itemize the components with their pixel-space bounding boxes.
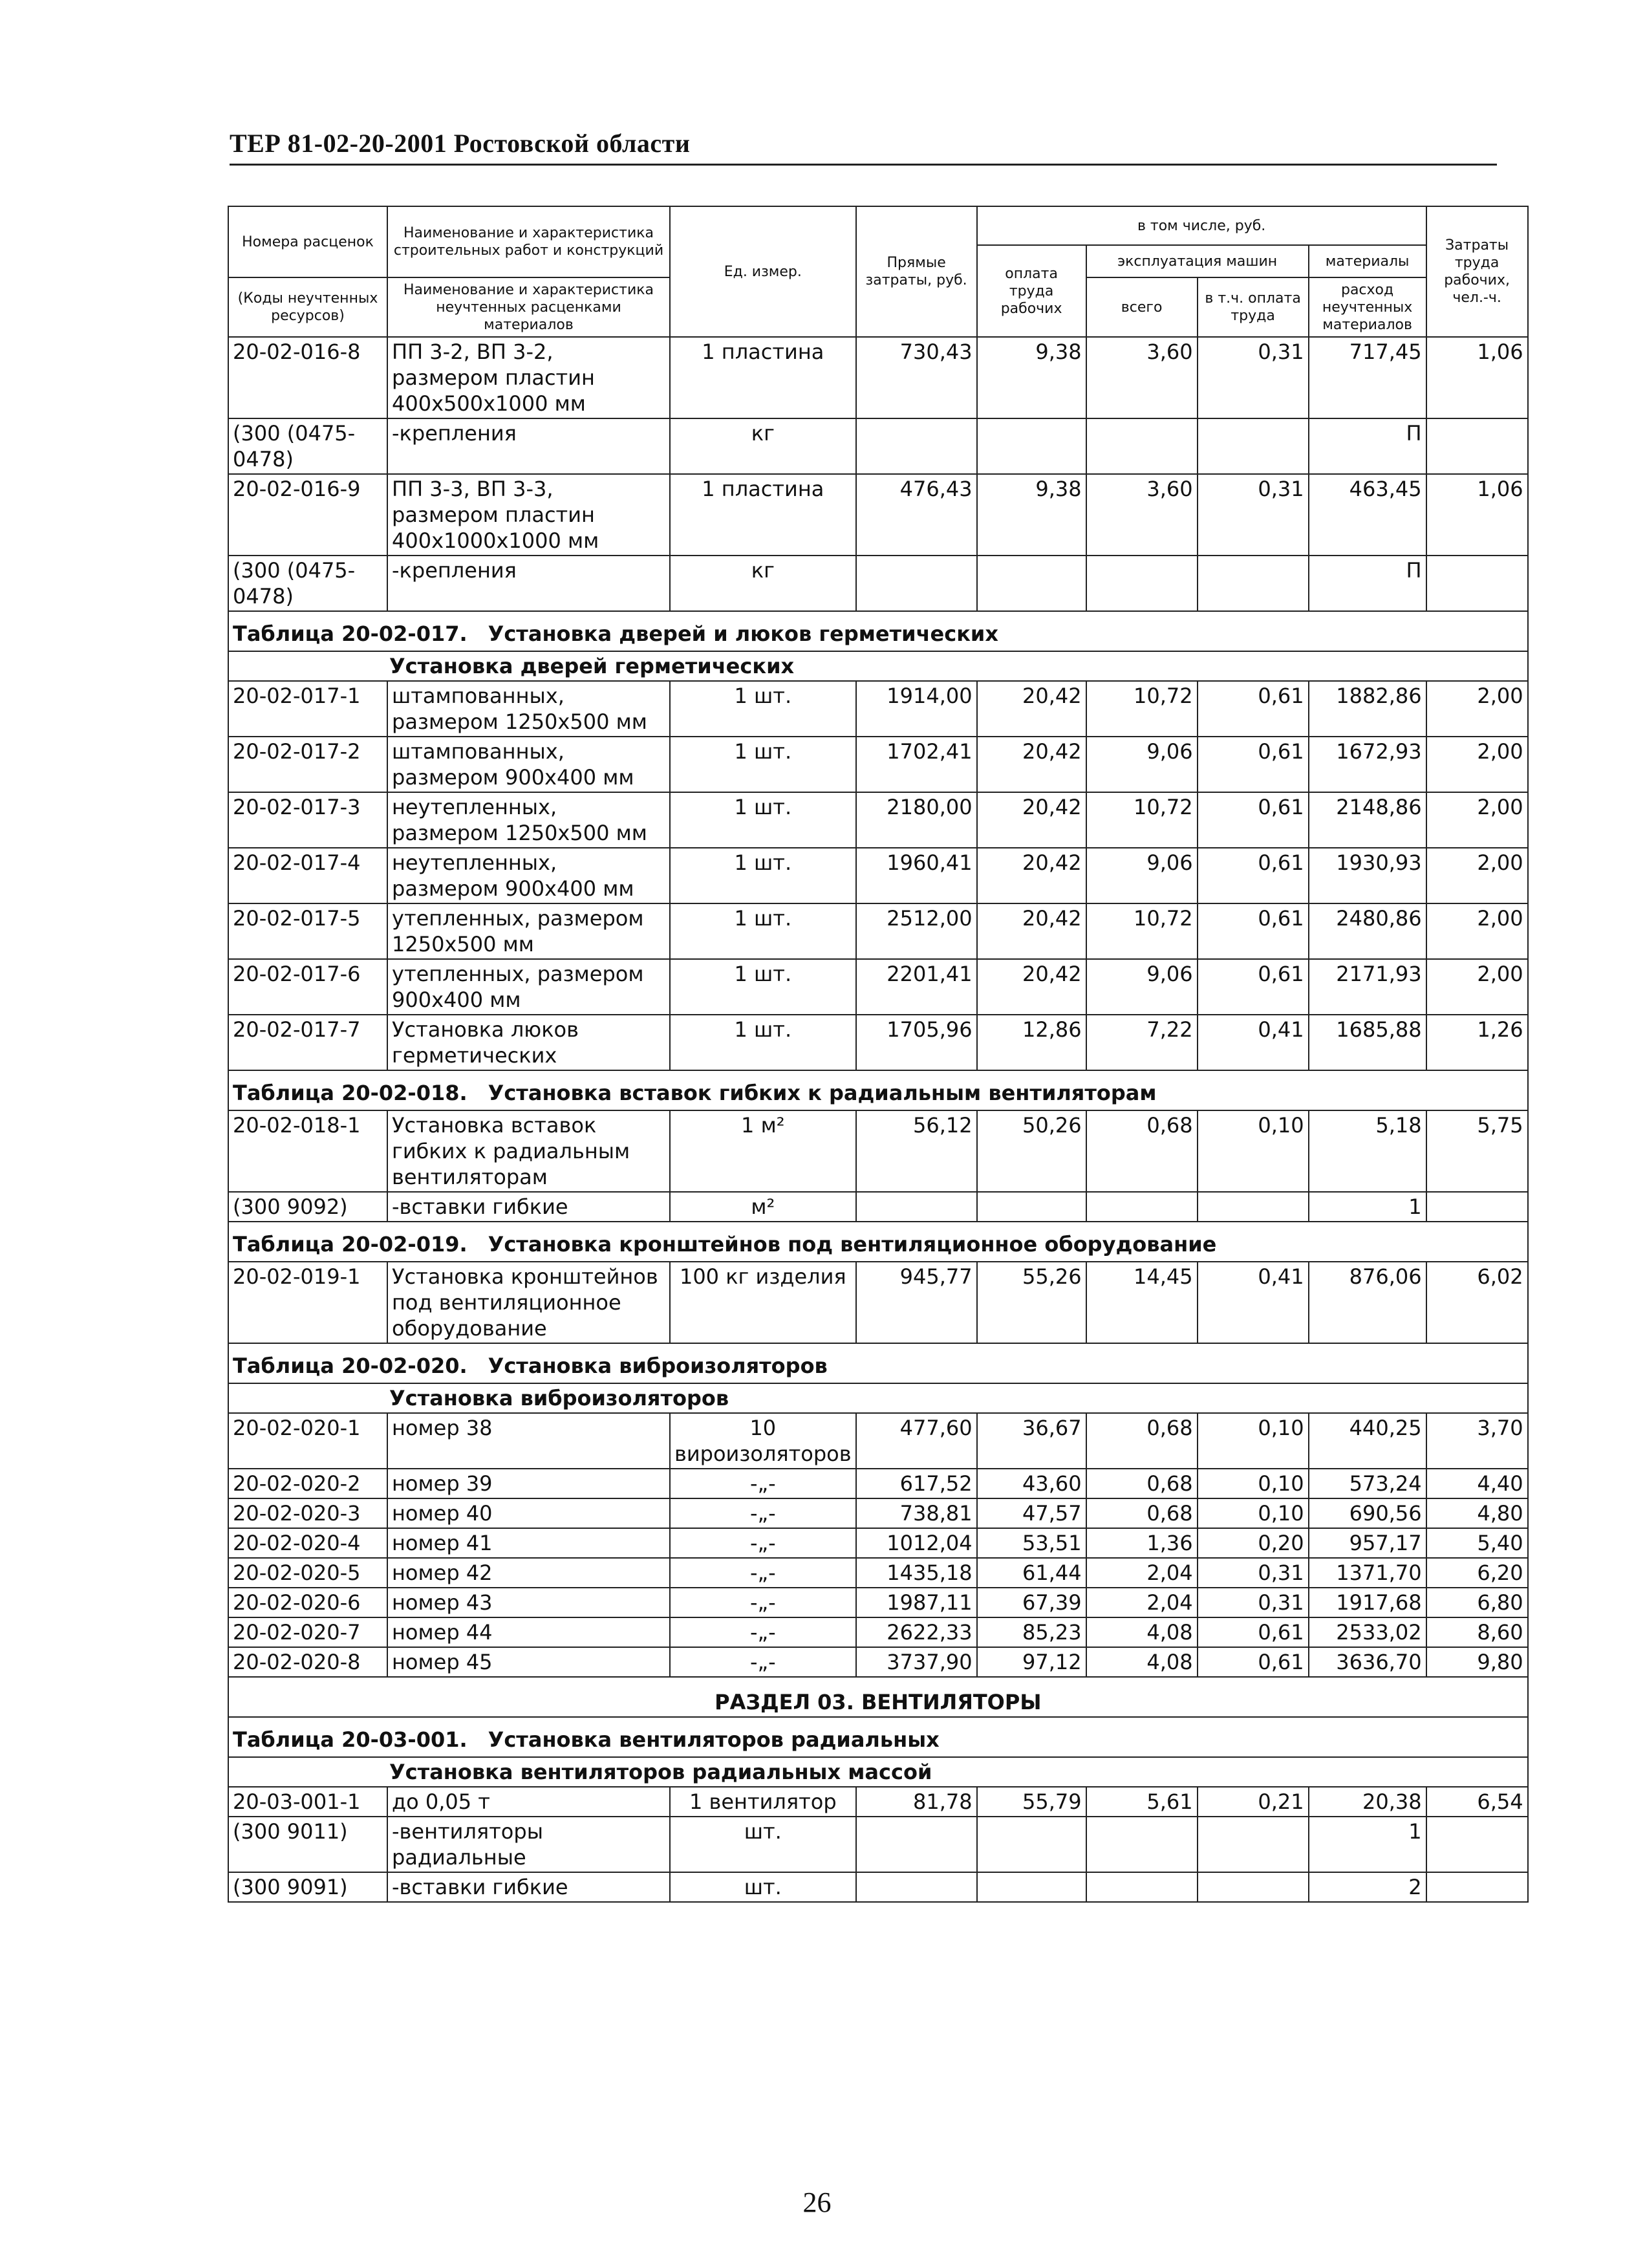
unit-cell: -„- [670, 1528, 856, 1558]
machine-wage-cell [1198, 418, 1309, 474]
subtitle-row [228, 1383, 1528, 1413]
labor-cell: 2,00 [1426, 681, 1528, 737]
machine-total-cell: 0,68 [1086, 1110, 1198, 1192]
work-name-cell: номер 43 [387, 1588, 670, 1617]
wage-cell: 9,38 [977, 337, 1086, 418]
col-header-materials: материалы [1309, 245, 1426, 277]
labor-cell: 2,00 [1426, 848, 1528, 903]
rate-code-cell: 20-02-020-7 [228, 1617, 387, 1647]
machine-wage-cell: 0,10 [1198, 1413, 1309, 1469]
machine-total-cell: 14,45 [1086, 1262, 1198, 1343]
materials-cell: 2533,02 [1309, 1617, 1426, 1647]
table-subtitle: Установка вентиляторов радиальных массой [228, 1757, 1528, 1787]
direct-cost-cell: 1702,41 [856, 737, 977, 792]
work-name-cell: номер 45 [387, 1647, 670, 1677]
materials-cell: 690,56 [1309, 1498, 1426, 1528]
table-header [228, 206, 1528, 337]
direct-cost-cell [856, 1817, 977, 1872]
rate-code-cell: 20-02-017-3 [228, 792, 387, 848]
table-row [228, 903, 1528, 959]
wage-cell: 20,42 [977, 903, 1086, 959]
labor-cell [1426, 1872, 1528, 1902]
direct-cost-cell [856, 1872, 977, 1902]
rate-code-cell: 20-03-001-1 [228, 1787, 387, 1817]
machine-wage-cell: 0,61 [1198, 1617, 1309, 1647]
table-row [228, 337, 1528, 418]
wage-cell: 43,60 [977, 1469, 1086, 1498]
machine-total-cell [1086, 418, 1198, 474]
materials-cell: 1882,86 [1309, 681, 1426, 737]
rate-code-cell: (300 9011) [228, 1817, 387, 1872]
unit-cell: 1 пластина [670, 474, 856, 556]
materials-cell: 717,45 [1309, 337, 1426, 418]
machine-wage-cell: 0,61 [1198, 848, 1309, 903]
table-caption: Установка вставок гибких к радиальным вентиляторам [488, 1081, 1157, 1105]
machine-total-cell: 0,68 [1086, 1498, 1198, 1528]
col-header-wage: оплата труда рабочих [977, 245, 1086, 337]
wage-cell: 55,26 [977, 1262, 1086, 1343]
machine-total-cell: 1,36 [1086, 1528, 1198, 1558]
rate-code-cell: 20-02-020-8 [228, 1647, 387, 1677]
rate-code-cell: 20-02-017-2 [228, 737, 387, 792]
machine-wage-cell: 0,31 [1198, 1588, 1309, 1617]
wage-cell: 20,42 [977, 681, 1086, 737]
materials-cell: 1917,68 [1309, 1588, 1426, 1617]
machine-total-cell: 9,06 [1086, 737, 1198, 792]
resource-row [228, 1872, 1528, 1902]
col-header-unit: Ед. измер. [670, 206, 856, 337]
table-row [228, 1413, 1528, 1469]
wage-cell [977, 418, 1086, 474]
unit-cell: шт. [670, 1817, 856, 1872]
direct-cost-cell: 2201,41 [856, 959, 977, 1015]
machine-wage-cell: 0,61 [1198, 1647, 1309, 1677]
table-row [228, 1262, 1528, 1343]
direct-cost-cell: 1914,00 [856, 681, 977, 737]
unit-cell: -„- [670, 1647, 856, 1677]
rate-code-cell: 20-02-017-6 [228, 959, 387, 1015]
work-name-cell: ПП 3-3, ВП 3-3, размером пластин 400x1000x1000 мм [387, 474, 670, 556]
machine-wage-cell [1198, 1872, 1309, 1902]
materials-cell: 1930,93 [1309, 848, 1426, 903]
materials-cell: 957,17 [1309, 1528, 1426, 1558]
rate-code-cell: 20-02-020-6 [228, 1588, 387, 1617]
table-caption: Установка вентиляторов радиальных [488, 1727, 940, 1752]
table-caption: Установка виброизоляторов [488, 1354, 828, 1378]
wage-cell: 85,23 [977, 1617, 1086, 1647]
machine-wage-cell: 0,31 [1198, 474, 1309, 556]
direct-cost-cell: 617,52 [856, 1469, 977, 1498]
table-title-row [228, 1222, 1528, 1262]
wage-cell: 20,42 [977, 959, 1086, 1015]
machine-wage-cell: 0,31 [1198, 1558, 1309, 1588]
resource-row [228, 1192, 1528, 1222]
labor-cell: 1,06 [1426, 337, 1528, 418]
wage-cell [977, 1192, 1086, 1222]
labor-cell: 8,60 [1426, 1617, 1528, 1647]
wage-cell: 67,39 [977, 1588, 1086, 1617]
col-header-direct: Прямые затраты, руб. [856, 206, 977, 337]
work-name-cell: Установка вставок гибких к радиальным вентиляторам [387, 1110, 670, 1192]
work-name-cell: штампованных, размером 1250x500 мм [387, 681, 670, 737]
work-name-cell: -вставки гибкие [387, 1872, 670, 1902]
materials-cell: 2148,86 [1309, 792, 1426, 848]
direct-cost-cell: 81,78 [856, 1787, 977, 1817]
materials-cell: 463,45 [1309, 474, 1426, 556]
labor-cell [1426, 1192, 1528, 1222]
subtitle-row [228, 651, 1528, 681]
wage-cell: 53,51 [977, 1528, 1086, 1558]
table-title [228, 1717, 1528, 1757]
machine-total-cell: 10,72 [1086, 792, 1198, 848]
direct-cost-cell [856, 1192, 977, 1222]
materials-cell: 3636,70 [1309, 1647, 1426, 1677]
labor-cell [1426, 418, 1528, 474]
labor-cell: 6,80 [1426, 1588, 1528, 1617]
machine-total-cell: 10,72 [1086, 681, 1198, 737]
work-name-cell: номер 40 [387, 1498, 670, 1528]
subtitle-row [228, 1757, 1528, 1787]
direct-cost-cell [856, 418, 977, 474]
materials-cell: 2171,93 [1309, 959, 1426, 1015]
machine-wage-cell: 0,61 [1198, 681, 1309, 737]
wage-cell [977, 1872, 1086, 1902]
work-name-cell: -вентиляторы радиальные [387, 1817, 670, 1872]
rate-code-cell: (300 (0475-0478) [228, 556, 387, 611]
rate-code-cell: 20-02-020-1 [228, 1413, 387, 1469]
direct-cost-cell: 945,77 [856, 1262, 977, 1343]
table-title [228, 1222, 1528, 1262]
wage-cell: 47,57 [977, 1498, 1086, 1528]
rate-code-cell: 20-02-017-7 [228, 1015, 387, 1070]
labor-cell: 2,00 [1426, 959, 1528, 1015]
materials-cell: 2480,86 [1309, 903, 1426, 959]
unit-cell: -„- [670, 1588, 856, 1617]
unit-cell: 1 пластина [670, 337, 856, 418]
unit-cell: м² [670, 1192, 856, 1222]
direct-cost-cell: 1705,96 [856, 1015, 977, 1070]
labor-cell [1426, 1817, 1528, 1872]
wage-cell: 12,86 [977, 1015, 1086, 1070]
machine-total-cell: 2,04 [1086, 1588, 1198, 1617]
rate-code-cell: 20-02-020-4 [228, 1528, 387, 1558]
wage-cell: 36,67 [977, 1413, 1086, 1469]
machine-wage-cell [1198, 1817, 1309, 1872]
machine-wage-cell: 0,31 [1198, 337, 1309, 418]
page-number: 26 [802, 2187, 832, 2218]
col-header-code-top: Номера расценок [228, 206, 387, 277]
direct-cost-cell: 56,12 [856, 1110, 977, 1192]
table-row [228, 1498, 1528, 1528]
machine-total-cell: 7,22 [1086, 1015, 1198, 1070]
wage-cell: 50,26 [977, 1110, 1086, 1192]
wage-cell: 97,12 [977, 1647, 1086, 1677]
materials-cell: П [1309, 556, 1426, 611]
direct-cost-cell: 1960,41 [856, 848, 977, 903]
col-header-machine: эксплуатация машин [1086, 245, 1309, 277]
machine-wage-cell: 0,20 [1198, 1528, 1309, 1558]
machine-total-cell: 4,08 [1086, 1647, 1198, 1677]
machine-total-cell: 9,06 [1086, 848, 1198, 903]
table-subtitle: Установка виброизоляторов [228, 1383, 1528, 1413]
materials-cell: 1371,70 [1309, 1558, 1426, 1588]
unit-cell: 10 вироизоляторов [670, 1413, 856, 1469]
rate-code-cell: 20-02-017-5 [228, 903, 387, 959]
machine-total-cell: 10,72 [1086, 903, 1198, 959]
work-name-cell: неутепленных, размером 900x400 мм [387, 848, 670, 903]
resource-row [228, 556, 1528, 611]
rate-code-cell: (300 9092) [228, 1192, 387, 1222]
table-title [228, 611, 1528, 651]
machine-wage-cell: 0,61 [1198, 737, 1309, 792]
direct-cost-cell: 477,60 [856, 1413, 977, 1469]
labor-cell: 5,40 [1426, 1528, 1528, 1558]
machine-wage-cell: 0,10 [1198, 1110, 1309, 1192]
rate-code-cell: 20-02-020-5 [228, 1558, 387, 1588]
unit-cell: -„- [670, 1617, 856, 1647]
unit-cell: кг [670, 556, 856, 611]
table-row [228, 1015, 1528, 1070]
table-body [228, 337, 1528, 1902]
unit-cell: 1 вентилятор [670, 1787, 856, 1817]
labor-cell: 6,20 [1426, 1558, 1528, 1588]
machine-total-cell: 4,08 [1086, 1617, 1198, 1647]
labor-cell: 4,40 [1426, 1469, 1528, 1498]
rate-code-cell: 20-02-018-1 [228, 1110, 387, 1192]
materials-cell: 1672,93 [1309, 737, 1426, 792]
labor-cell: 6,54 [1426, 1787, 1528, 1817]
wage-cell: 20,42 [977, 737, 1086, 792]
materials-cell: 1 [1309, 1192, 1426, 1222]
col-header-code-bottom: (Коды неучтенных ресурсов) [228, 277, 387, 337]
direct-cost-cell [856, 556, 977, 611]
work-name-cell: неутепленных, размером 1250x500 мм [387, 792, 670, 848]
labor-cell: 2,00 [1426, 903, 1528, 959]
machine-wage-cell: 0,61 [1198, 959, 1309, 1015]
table-label: Таблица 20-02-017. [233, 621, 468, 646]
unit-cell: 1 шт. [670, 848, 856, 903]
materials-cell: П [1309, 418, 1426, 474]
header-rule [230, 164, 1497, 166]
table-title-row [228, 611, 1528, 651]
machine-total-cell: 3,60 [1086, 337, 1198, 418]
materials-cell: 1685,88 [1309, 1015, 1426, 1070]
machine-wage-cell: 0,21 [1198, 1787, 1309, 1817]
machine-wage-cell: 0,61 [1198, 903, 1309, 959]
table-title [228, 1070, 1528, 1110]
machine-wage-cell: 0,61 [1198, 792, 1309, 848]
direct-cost-cell: 1987,11 [856, 1588, 977, 1617]
wage-cell: 20,42 [977, 792, 1086, 848]
machine-wage-cell: 0,41 [1198, 1015, 1309, 1070]
direct-cost-cell: 730,43 [856, 337, 977, 418]
materials-cell: 440,25 [1309, 1413, 1426, 1469]
table-row [228, 681, 1528, 737]
work-name-cell: номер 41 [387, 1528, 670, 1558]
machine-wage-cell [1198, 1192, 1309, 1222]
labor-cell: 4,80 [1426, 1498, 1528, 1528]
direct-cost-cell: 1435,18 [856, 1558, 977, 1588]
col-header-materials-sub: расход неучтенных материалов [1309, 277, 1426, 337]
work-name-cell: -крепления [387, 556, 670, 611]
work-name-cell: штампованных, размером 900x400 мм [387, 737, 670, 792]
machine-total-cell: 2,04 [1086, 1558, 1198, 1588]
machine-total-cell [1086, 556, 1198, 611]
table-subtitle: Установка дверей герметических [228, 651, 1528, 681]
machine-wage-cell [1198, 556, 1309, 611]
materials-cell: 876,06 [1309, 1262, 1426, 1343]
rate-code-cell: 20-02-016-8 [228, 337, 387, 418]
machine-total-cell: 5,61 [1086, 1787, 1198, 1817]
unit-cell: -„- [670, 1469, 856, 1498]
col-header-name-top: Наименование и характеристика строительных работ и конструкций [387, 206, 670, 277]
unit-cell: шт. [670, 1872, 856, 1902]
materials-cell: 5,18 [1309, 1110, 1426, 1192]
table-row [228, 848, 1528, 903]
work-name-cell: утепленных, размером 1250x500 мм [387, 903, 670, 959]
unit-cell: 1 шт. [670, 792, 856, 848]
wage-cell: 61,44 [977, 1558, 1086, 1588]
unit-cell: 1 шт. [670, 681, 856, 737]
labor-cell: 1,26 [1426, 1015, 1528, 1070]
rate-code-cell: 20-02-020-3 [228, 1498, 387, 1528]
work-name-cell: Установка люков герметических [387, 1015, 670, 1070]
unit-cell: 1 шт. [670, 737, 856, 792]
labor-cell: 6,02 [1426, 1262, 1528, 1343]
wage-cell: 55,79 [977, 1787, 1086, 1817]
document-header-title: ТЕР 81-02-20-2001 Ростовской области [230, 129, 691, 158]
materials-cell: 20,38 [1309, 1787, 1426, 1817]
direct-cost-cell: 3737,90 [856, 1647, 977, 1677]
resource-row [228, 418, 1528, 474]
labor-cell: 1,06 [1426, 474, 1528, 556]
work-name-cell: номер 44 [387, 1617, 670, 1647]
work-name-cell: номер 39 [387, 1469, 670, 1498]
table-row [228, 1787, 1528, 1817]
resource-row [228, 1817, 1528, 1872]
machine-total-cell [1086, 1817, 1198, 1872]
unit-cell: кг [670, 418, 856, 474]
materials-cell: 573,24 [1309, 1469, 1426, 1498]
direct-cost-cell: 2512,00 [856, 903, 977, 959]
col-header-name-bottom: Наименование и характеристика неучтенных расценками материалов [387, 277, 670, 337]
table-row [228, 959, 1528, 1015]
wage-cell [977, 1817, 1086, 1872]
table-row [228, 1469, 1528, 1498]
table-label: Таблица 20-02-020. [233, 1354, 468, 1378]
direct-cost-cell: 738,81 [856, 1498, 977, 1528]
unit-cell: -„- [670, 1558, 856, 1588]
table-caption: Установка кронштейнов под вентиляционное оборудование [488, 1232, 1217, 1257]
rate-code-cell: 20-02-017-1 [228, 681, 387, 737]
rate-code-cell: 20-02-020-2 [228, 1469, 387, 1498]
direct-cost-cell: 1012,04 [856, 1528, 977, 1558]
labor-cell: 2,00 [1426, 792, 1528, 848]
rate-code-cell: 20-02-019-1 [228, 1262, 387, 1343]
work-name-cell: Установка кронштейнов под вентиляционное оборудование [387, 1262, 670, 1343]
table-title-row [228, 1343, 1528, 1383]
direct-cost-cell: 476,43 [856, 474, 977, 556]
table-row [228, 737, 1528, 792]
section-title: РАЗДЕЛ 03. ВЕНТИЛЯТОРЫ [228, 1677, 1528, 1717]
table-row [228, 792, 1528, 848]
work-name-cell: ПП 3-2, ВП 3-2, размером пластин 400x500x1000 мм [387, 337, 670, 418]
wage-cell: 20,42 [977, 848, 1086, 903]
machine-total-cell [1086, 1872, 1198, 1902]
table-title-row [228, 1717, 1528, 1757]
col-header-machine-wage: в т.ч. оплата труда [1198, 277, 1309, 337]
machine-total-cell: 3,60 [1086, 474, 1198, 556]
rate-code-cell: 20-02-016-9 [228, 474, 387, 556]
labor-cell: 2,00 [1426, 737, 1528, 792]
table-label: Таблица 20-02-018. [233, 1081, 468, 1105]
machine-total-cell [1086, 1192, 1198, 1222]
work-name-cell: утепленных, размером 900x400 мм [387, 959, 670, 1015]
table-row [228, 1617, 1528, 1647]
table-label: Таблица 20-03-001. [233, 1727, 468, 1752]
machine-total-cell: 0,68 [1086, 1413, 1198, 1469]
table-row [228, 474, 1528, 556]
direct-cost-cell: 2180,00 [856, 792, 977, 848]
rate-code-cell: (300 (0475-0478) [228, 418, 387, 474]
machine-total-cell: 9,06 [1086, 959, 1198, 1015]
table-row [228, 1528, 1528, 1558]
work-name-cell: номер 38 [387, 1413, 670, 1469]
price-table [228, 206, 1529, 1903]
wage-cell [977, 556, 1086, 611]
unit-cell: 1 м² [670, 1110, 856, 1192]
col-header-labor: Затраты труда рабочих, чел.-ч. [1426, 206, 1528, 337]
unit-cell: 1 шт. [670, 903, 856, 959]
unit-cell: 1 шт. [670, 1015, 856, 1070]
labor-cell: 9,80 [1426, 1647, 1528, 1677]
machine-wage-cell: 0,10 [1198, 1498, 1309, 1528]
unit-cell: 100 кг изделия [670, 1262, 856, 1343]
table-caption: Установка дверей и люков герметических [488, 621, 998, 646]
unit-cell: -„- [670, 1498, 856, 1528]
table-title-row [228, 1070, 1528, 1110]
section-row [228, 1677, 1528, 1717]
work-name-cell: номер 42 [387, 1558, 670, 1588]
table-label: Таблица 20-02-019. [233, 1232, 468, 1257]
materials-cell: 2 [1309, 1872, 1426, 1902]
rate-code-cell: (300 9091) [228, 1872, 387, 1902]
wage-cell: 9,38 [977, 474, 1086, 556]
work-name-cell: -крепления [387, 418, 670, 474]
direct-cost-cell: 2622,33 [856, 1617, 977, 1647]
work-name-cell: -вставки гибкие [387, 1192, 670, 1222]
machine-wage-cell: 0,10 [1198, 1469, 1309, 1498]
table-title [228, 1343, 1528, 1383]
labor-cell: 3,70 [1426, 1413, 1528, 1469]
materials-cell: 1 [1309, 1817, 1426, 1872]
table-row [228, 1110, 1528, 1192]
machine-total-cell: 0,68 [1086, 1469, 1198, 1498]
col-header-incl: в том числе, руб. [977, 206, 1426, 245]
rate-code-cell: 20-02-017-4 [228, 848, 387, 903]
work-name-cell: до 0,05 т [387, 1787, 670, 1817]
table-row [228, 1558, 1528, 1588]
labor-cell: 5,75 [1426, 1110, 1528, 1192]
table-row [228, 1647, 1528, 1677]
labor-cell [1426, 556, 1528, 611]
col-header-machine-total: всего [1086, 277, 1198, 337]
unit-cell: 1 шт. [670, 959, 856, 1015]
table-row [228, 1588, 1528, 1617]
machine-wage-cell: 0,41 [1198, 1262, 1309, 1343]
